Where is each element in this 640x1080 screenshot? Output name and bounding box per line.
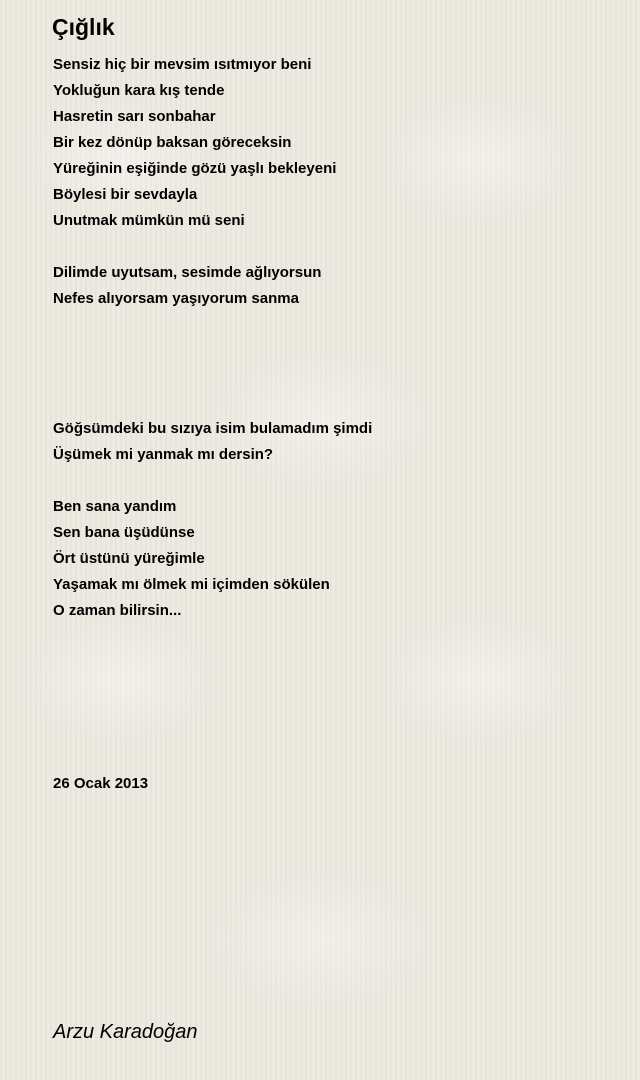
poem-line: Ben sana yandım xyxy=(53,498,177,515)
poem-line: O zaman bilirsin... xyxy=(53,602,182,619)
poem-line: Nefes alıyorsam yaşıyorum sanma xyxy=(53,290,299,307)
poem-line: Sensiz hiç bir mevsim ısıtmıyor beni xyxy=(53,56,312,73)
poem-line xyxy=(53,364,613,390)
poem-line: Unutmak mümkün mü seni xyxy=(53,212,245,229)
poem-line xyxy=(53,234,613,260)
poem-line: Dilimde uyutsam, sesimde ağlıyorsun xyxy=(53,264,322,281)
poem-line: Böylesi bir sevdayla xyxy=(53,186,198,203)
poem-title: Çığlık xyxy=(52,14,115,40)
poem-line xyxy=(53,338,613,364)
poem-line xyxy=(53,468,613,494)
poem-body xyxy=(53,52,613,624)
poem-line: Göğsümdeki bu sızıya isim bulamadım şimdi xyxy=(53,420,373,437)
poem-line: Bir kez dönüp baksan göreceksin xyxy=(53,134,292,151)
poem-line: Sen bana üşüdünse xyxy=(53,524,195,541)
poem-line: Yokluğun kara kış tende xyxy=(53,82,225,99)
poem-line: Yüreğinin eşiğinde gözü yaşlı bekleyeni xyxy=(53,160,337,177)
poem-line xyxy=(53,312,613,338)
poem-line xyxy=(53,390,613,416)
poem-line: Hasretin sarı sonbahar xyxy=(53,108,216,125)
poem-line: Üşümek mi yanmak mı dersin? xyxy=(53,446,274,463)
poem-line: Ört üstünü yüreğimle xyxy=(53,550,205,567)
poem-author: Arzu Karadoğan xyxy=(53,1021,198,1043)
poem-date: 26 Ocak 2013 xyxy=(53,775,149,792)
poem-line: Yaşamak mı ölmek mi içimden sökülen xyxy=(53,576,330,593)
